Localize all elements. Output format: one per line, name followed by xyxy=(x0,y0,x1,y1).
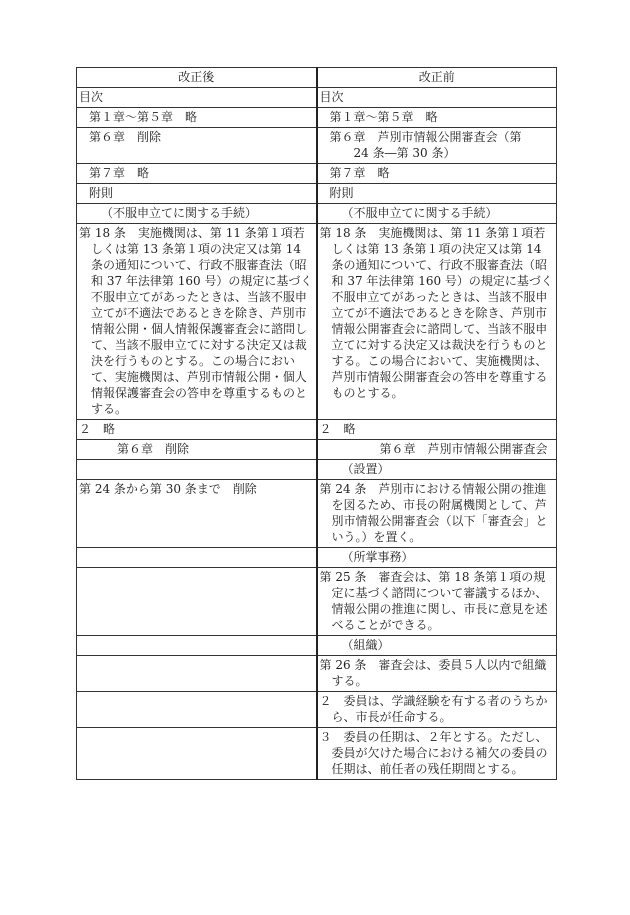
art25-before: 第 25 条 審査会は、第 18 条第１項の規定に基づく諮問について審議するほか、情報公開の推進に関し、市長に意見を述べることができる。 xyxy=(317,568,557,636)
supp-after: 附則 xyxy=(77,184,317,204)
header-row xyxy=(77,68,557,88)
table-row xyxy=(77,480,557,548)
table-row xyxy=(77,440,557,460)
ch6-head-after: 第６章 削除 xyxy=(77,440,317,460)
cap-org-after xyxy=(77,636,317,656)
ch7-after: 第７章 略 xyxy=(77,164,317,184)
ch1-5-after: 第１章～第５章 略 xyxy=(77,108,317,128)
ch6-before xyxy=(317,128,557,164)
comparison-table xyxy=(76,67,557,780)
table-row xyxy=(77,568,557,636)
ch6-head-before: 第６章 芦別市情報公開審査会 xyxy=(317,440,557,460)
ch6-before-line1: 第６章 芦別市情報公開審査会（第 xyxy=(329,130,522,144)
header-after: 改正後 xyxy=(77,68,317,88)
cap-duty-before: （所掌事務） xyxy=(317,548,557,568)
table-row xyxy=(77,548,557,568)
table-row xyxy=(77,460,557,480)
cap-setup-after xyxy=(77,460,317,480)
art24-after: 第 24 条から第 30 条まで 削除 xyxy=(77,480,317,548)
art26-2-after xyxy=(77,692,317,728)
art26-before: 第 26 条 審査会は、委員５人以内で組織する。 xyxy=(317,656,557,692)
cap-appeal-before: （不服申立てに関する手続） xyxy=(317,204,557,224)
table-row xyxy=(77,164,557,184)
table-row xyxy=(77,728,557,780)
art18-2-before: ２ 略 xyxy=(317,420,557,440)
art26-2-before: ２ 委員は、学識経験を有する者のうちから、市長が任命する。 xyxy=(317,692,557,728)
art26-3-after xyxy=(77,728,317,780)
ch1-5-before: 第１章～第５章 略 xyxy=(317,108,557,128)
table-row xyxy=(77,224,557,420)
ch6-before-line2: 24 条―第 30 条） xyxy=(353,146,456,160)
art18-2-after: ２ 略 xyxy=(77,420,317,440)
art24-before: 第 24 条 芦別市における情報公開の推進を図るため、市長の附属機関として、芦別市情報公開審査会（以下「審査会」という。）を置く。 xyxy=(317,480,557,548)
table-row xyxy=(77,656,557,692)
cap-setup-before: （設置） xyxy=(317,460,557,480)
table-row xyxy=(77,108,557,128)
table-row xyxy=(77,636,557,656)
ch7-before: 第７章 略 xyxy=(317,164,557,184)
table-row xyxy=(77,128,557,164)
table-row xyxy=(77,88,557,108)
toc-after: 目次 xyxy=(77,88,317,108)
table-row xyxy=(77,692,557,728)
table-row xyxy=(77,420,557,440)
cap-org-before: （組織） xyxy=(317,636,557,656)
art26-after xyxy=(77,656,317,692)
art25-after xyxy=(77,568,317,636)
cap-duty-after xyxy=(77,548,317,568)
art26-3-before: ３ 委員の任期は、２年とする。ただし、委員が欠けた場合における補欠の委員の任期は、前任者の残任期間とする。 xyxy=(317,728,557,780)
ch6-after: 第６章 削除 xyxy=(77,128,317,164)
table-row xyxy=(77,204,557,224)
art18-before: 第 18 条 実施機関は、第 11 条第１項若しくは第 13 条第１項の決定又は第 14 条の通知について、行政不服審査法（昭和 37 年法律第 160 号）の規定に基づく不服申立てがあったときは、当該不服申立てが不適法であるときを除き、芦別市情報公開審査会に諮問して、当該不服申立てに対する決定又は裁決を行うものとする。この場合において、実施機関は、芦別市情報公開審査会の答申を尊重するものとする。 xyxy=(317,224,557,420)
header-before: 改正前 xyxy=(317,68,557,88)
cap-appeal-after: （不服申立てに関する手続） xyxy=(77,204,317,224)
toc-before: 目次 xyxy=(317,88,557,108)
art18-after: 第 18 条 実施機関は、第 11 条第１項若しくは第 13 条第１項の決定又は第 14 条の通知について、行政不服審査法（昭和 37 年法律第 160 号）の規定に基づく不服申立てがあったときは、当該不服申立てが不適法であるときを除き、芦別市情報公開・個人情報保護審査会に諮問して、当該不服申立てに対する決定又は裁決を行うものとする。この場合において、実施機関は、芦別市情報公開・個人情報保護審査会の答申を尊重するものとする。 xyxy=(77,224,317,420)
table-row xyxy=(77,184,557,204)
supp-before: 附則 xyxy=(317,184,557,204)
